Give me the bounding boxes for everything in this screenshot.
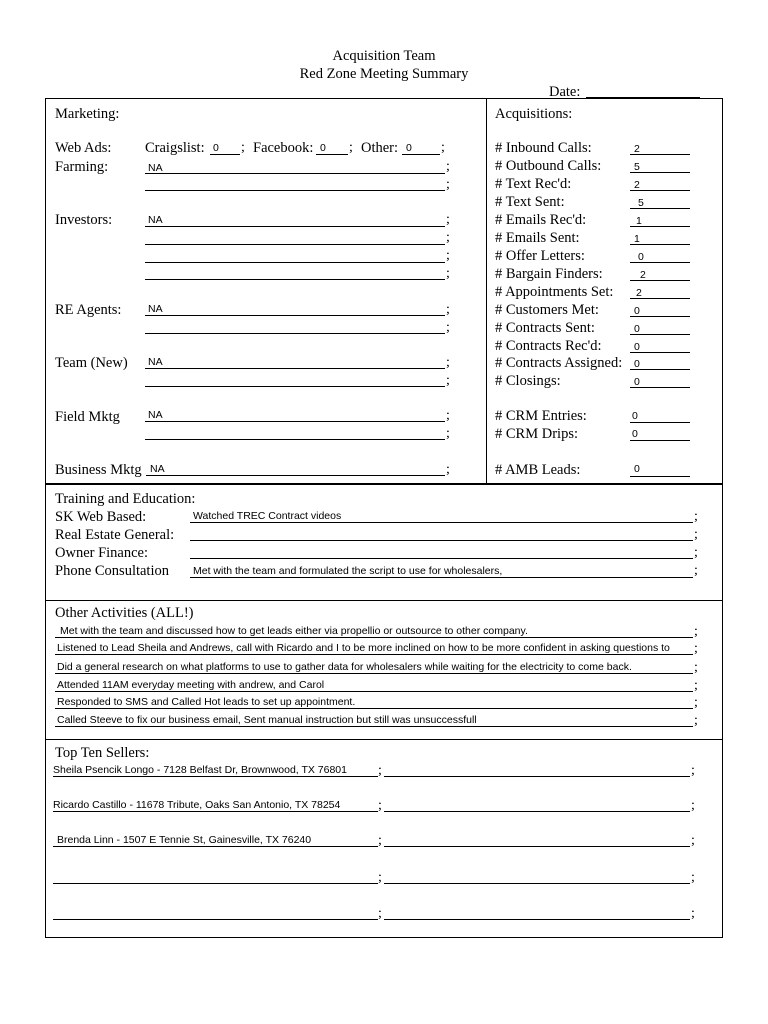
semicolon: ; (691, 798, 695, 813)
acquisition-value: 0 (634, 376, 640, 388)
column-divider (486, 98, 487, 484)
craigslist-field[interactable] (210, 154, 240, 155)
semicolon: ; (241, 140, 245, 155)
team-new-label: Team (New) (55, 355, 128, 371)
phone-consult-value: Met with the team and formulated the script to use for wholesalers, (193, 565, 503, 577)
activity-field[interactable] (55, 673, 693, 674)
business-mktg-value: NA (150, 463, 165, 475)
acquisition-value: 1 (636, 215, 642, 227)
other-value: 0 (406, 142, 412, 154)
activity-text: Called Steeve to fix our business email, Sent manual instruction but still was unsuccessfull (57, 714, 477, 726)
field-mktg-field-2[interactable] (145, 439, 445, 440)
investors-value: NA (148, 214, 163, 226)
team-new-field-2[interactable] (145, 386, 445, 387)
semicolon: ; (441, 140, 445, 155)
semicolon: ; (378, 906, 382, 921)
activity-field[interactable] (55, 691, 693, 692)
seller-field-2[interactable] (384, 776, 690, 777)
investors-field-3[interactable] (145, 262, 445, 263)
page-title: Acquisition Team (332, 48, 436, 64)
amb-leads-value: 0 (634, 463, 640, 475)
acquisition-label: # Emails Rec'd: (495, 212, 587, 228)
acquisition-label: # Appointments Set: (495, 284, 614, 300)
facebook-label: Facebook: (253, 140, 314, 156)
acquisition-label: # Text Rec'd: (495, 176, 572, 192)
semicolon: ; (691, 763, 695, 778)
acquisition-value: 5 (638, 197, 644, 209)
investors-label: Investors: (55, 212, 113, 228)
semicolon: ; (349, 140, 353, 155)
crm-drips-label: # CRM Drips: (495, 426, 578, 442)
semicolon: ; (691, 870, 695, 885)
seller-field[interactable] (53, 883, 378, 884)
business-mktg-label: Business Mktg (55, 462, 142, 478)
acquisition-value: 2 (634, 143, 640, 155)
acquisition-label: # Emails Sent: (495, 230, 580, 246)
field-mktg-value: NA (148, 409, 163, 421)
activity-text: Did a general research on what platforms to use to gather data for wholesalers while waiting for the electricity to come back. (57, 661, 632, 673)
page-subtitle: Red Zone Meeting Summary (299, 66, 469, 82)
top-sellers-heading: Top Ten Sellers: (55, 745, 150, 761)
semicolon: ; (694, 545, 698, 560)
team-new-field-1[interactable] (145, 368, 445, 369)
semicolon: ; (446, 159, 450, 174)
amb-leads-label: # AMB Leads: (495, 462, 581, 478)
acquisition-label: # Contracts Sent: (495, 320, 595, 336)
business-mktg-field[interactable] (146, 475, 445, 476)
semicolon: ; (446, 248, 450, 263)
semicolon: ; (694, 641, 698, 656)
acquisition-label: # Closings: (495, 373, 561, 389)
owner-finance-label: Owner Finance: (55, 545, 149, 561)
semicolon: ; (446, 302, 450, 317)
seller-field[interactable] (53, 811, 378, 812)
crm-drips-value: 0 (632, 428, 638, 440)
phone-consult-label: Phone Consultation (55, 563, 169, 579)
semicolon: ; (378, 870, 382, 885)
acquisition-value: 2 (634, 179, 640, 191)
acquisition-value: 0 (634, 341, 640, 353)
seller-entry: Brenda Linn - 1507 E Tennie St, Gainesville, TX 76240 (57, 834, 312, 846)
seller-entry: Sheila Psencik Longo - 7128 Belfast Dr, Brownwood, TX 76801 (53, 764, 347, 776)
re-agents-value: NA (148, 303, 163, 315)
owner-finance-field[interactable] (190, 558, 693, 559)
team-new-value: NA (148, 356, 163, 368)
sk-web-label: SK Web Based: (55, 509, 147, 525)
acquisition-label: # Customers Met: (495, 302, 599, 318)
acquisition-label: # Contracts Assigned: (495, 355, 623, 371)
acquisition-label: # Contracts Rec'd: (495, 338, 602, 354)
training-heading: Training and Education: (55, 491, 196, 507)
semicolon: ; (378, 798, 382, 813)
re-agents-field-2[interactable] (145, 333, 445, 334)
farming-field-1[interactable] (145, 173, 445, 174)
semicolon: ; (691, 906, 695, 921)
semicolon: ; (446, 408, 450, 423)
re-agents-label: RE Agents: (55, 302, 122, 318)
acquisition-value: 0 (638, 251, 644, 263)
re-general-label: Real Estate General: (55, 527, 175, 543)
semicolon: ; (446, 230, 450, 245)
activity-field[interactable] (55, 708, 693, 709)
activity-text: Listened to Lead Sheila and Andrews, call with Ricardo and I to be more inclined on how to be more confident in asking questions to (57, 642, 670, 654)
semicolon: ; (446, 355, 450, 370)
activity-field[interactable] (55, 637, 693, 638)
farming-field-2[interactable] (145, 190, 445, 191)
craigslist-label: Craigslist: (145, 140, 205, 156)
seller-field-2[interactable] (384, 811, 690, 812)
acquisition-value: 5 (634, 161, 640, 173)
phone-consult-field[interactable] (190, 577, 693, 578)
semicolon: ; (694, 713, 698, 728)
re-general-field[interactable] (190, 540, 693, 541)
semicolon: ; (694, 624, 698, 639)
activity-field[interactable] (55, 726, 693, 727)
acquisition-label: # Inbound Calls: (495, 140, 592, 156)
investors-field-2[interactable] (145, 244, 445, 245)
semicolon: ; (378, 763, 382, 778)
acquisition-label: # Text Sent: (495, 194, 565, 210)
crm-entries-field[interactable] (630, 422, 690, 423)
semicolon: ; (446, 212, 450, 227)
crm-entries-value: 0 (632, 410, 638, 422)
investors-field-4[interactable] (145, 279, 445, 280)
crm-drips-field[interactable] (630, 440, 690, 441)
acquisition-value: 0 (634, 305, 640, 317)
re-agents-field-1[interactable] (145, 315, 445, 316)
acquisition-value: 0 (634, 323, 640, 335)
seller-field-2[interactable] (384, 883, 690, 884)
semicolon: ; (446, 266, 450, 281)
acquisition-value: 1 (634, 233, 640, 245)
activity-field[interactable] (55, 654, 693, 655)
amb-leads-field[interactable] (630, 476, 690, 477)
craigslist-value: 0 (213, 142, 219, 154)
seller-field[interactable] (53, 846, 378, 847)
acquisition-value: 0 (634, 358, 640, 370)
activity-text: Responded to SMS and Called Hot leads to set up appointment. (57, 696, 356, 708)
web-ads-label: Web Ads: (55, 140, 112, 156)
sk-web-value: Watched TREC Contract videos (193, 510, 342, 522)
seller-field-2[interactable] (384, 846, 690, 847)
sk-web-field[interactable] (190, 522, 693, 523)
acquisitions-heading: Acquisitions: (495, 106, 573, 122)
marketing-heading: Marketing: (55, 106, 120, 122)
activity-text: Attended 11AM everyday meeting with andrew, and Carol (57, 679, 325, 691)
facebook-value: 0 (320, 142, 326, 154)
semicolon: ; (694, 660, 698, 675)
semicolon: ; (446, 462, 450, 477)
semicolon: ; (446, 373, 450, 388)
acquisition-field[interactable] (630, 280, 690, 281)
acquisition-label: # Bargain Finders: (495, 266, 603, 282)
semicolon: ; (694, 509, 698, 524)
seller-field[interactable] (53, 776, 378, 777)
field-mktg-field-1[interactable] (145, 421, 445, 422)
seller-field[interactable] (53, 919, 378, 920)
acquisition-label: # Outbound Calls: (495, 158, 602, 174)
activity-text: Met with the team and discussed how to get leads either via propellio or outsource to other company. (60, 625, 528, 637)
seller-entry: Ricardo Castillo - 11678 Tribute, Oaks San Antonio, TX 78254 (53, 799, 341, 811)
other-field[interactable] (402, 154, 440, 155)
farming-value: NA (148, 162, 163, 174)
semicolon: ; (446, 320, 450, 335)
date-label: Date: (549, 84, 581, 100)
semicolon: ; (694, 695, 698, 710)
semicolon: ; (694, 563, 698, 578)
semicolon: ; (694, 678, 698, 693)
semicolon: ; (446, 426, 450, 441)
field-mktg-label: Field Mktg (55, 409, 120, 425)
semicolon: ; (446, 177, 450, 192)
acquisition-value: 2 (640, 269, 646, 281)
other-label: Other: (361, 140, 399, 156)
seller-field-2[interactable] (384, 919, 690, 920)
facebook-field[interactable] (316, 154, 348, 155)
semicolon: ; (691, 833, 695, 848)
semicolon: ; (694, 527, 698, 542)
crm-entries-label: # CRM Entries: (495, 408, 587, 424)
investors-field-1[interactable] (145, 226, 445, 227)
semicolon: ; (378, 833, 382, 848)
acquisition-value: 2 (636, 287, 642, 299)
acquisition-label: # Offer Letters: (495, 248, 585, 264)
other-activities-heading: Other Activities (ALL!) (55, 605, 194, 621)
farming-label: Farming: (55, 159, 109, 175)
